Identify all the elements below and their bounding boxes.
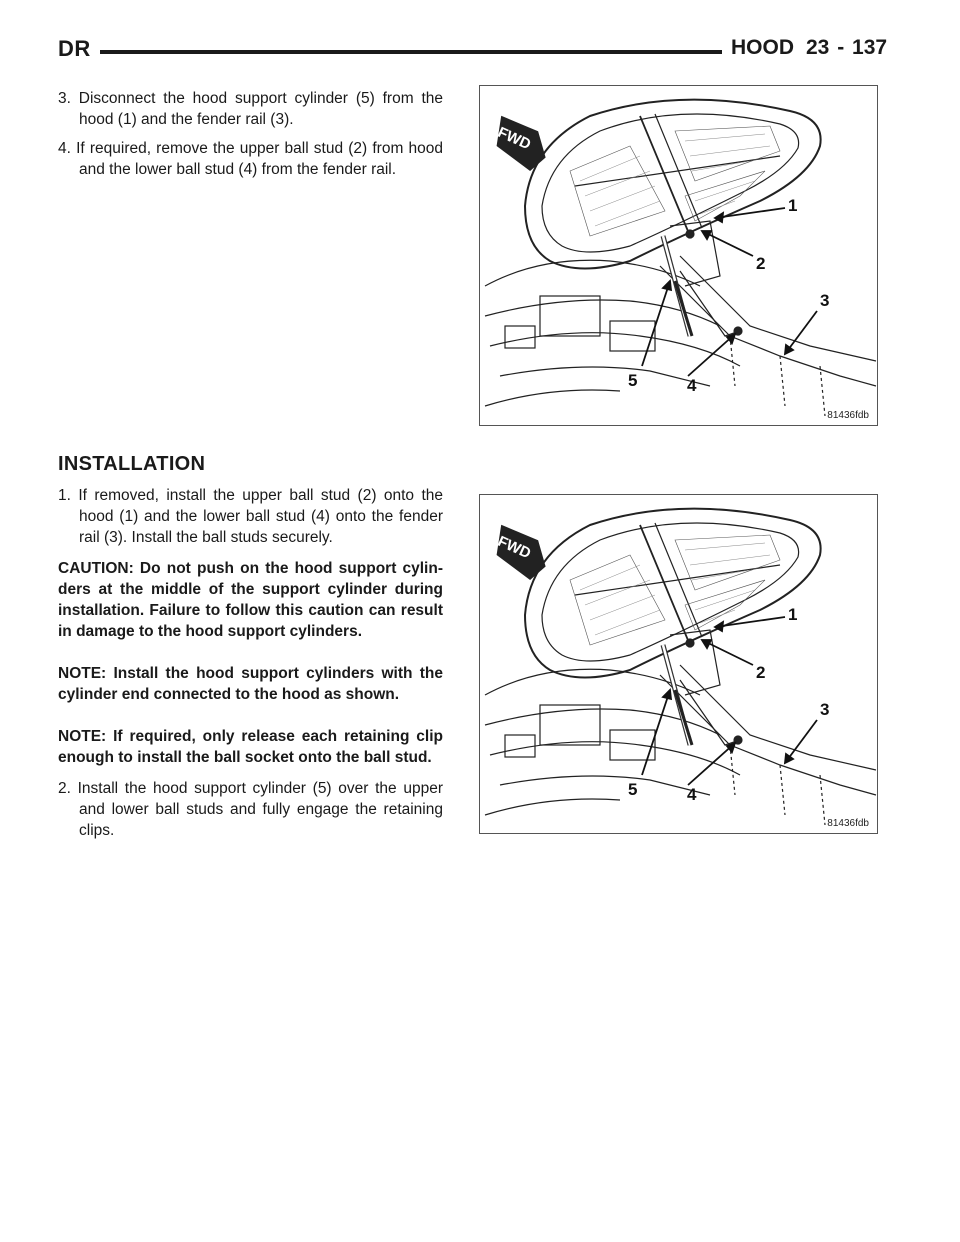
- removal-steps: [58, 88, 443, 180]
- hood-support-cylinder-illustration: [480, 495, 877, 833]
- callout-2: 2: [756, 254, 766, 273]
- callout-4: 4: [687, 785, 697, 804]
- removal-step-3: 3. Disconnect the hood support cylinder (5) from the hood (1) and the fender rail (3).: [58, 90, 443, 128]
- callout-5: 5: [628, 371, 638, 390]
- fwd-arrow-icon: [487, 116, 554, 175]
- figure-removal: [479, 85, 878, 426]
- install-step-2: 2. Install the hood support cylinder (5) over the upper and lower ball studs and fully engage the retaining clips.: [58, 780, 443, 839]
- figure-installation: [479, 494, 878, 834]
- note-retaining-clip: NOTE: If required, only release each retaining clip enough to install the ball socket onto the ball stud.: [58, 728, 443, 766]
- fwd-arrow-icon: [487, 525, 554, 584]
- header-section-title: HOOD: [731, 36, 794, 59]
- callout-3: 3: [820, 700, 830, 719]
- install-step-1: 1. If removed, install the upper ball stud (2) onto the hood (1) and the lower ball stud (4) onto the fender rail (3). Install the ball studs securely.: [58, 487, 443, 546]
- callout-3: 3: [820, 291, 830, 310]
- header-rule: [100, 50, 722, 54]
- installation-text: [58, 485, 443, 841]
- fwd-label: FWD: [495, 532, 534, 563]
- figure-code: 81436fdb: [827, 410, 869, 421]
- callout-4: 4: [687, 376, 697, 395]
- callout-1: 1: [788, 605, 798, 624]
- fwd-label: FWD: [495, 123, 534, 154]
- header-manual-code: DR: [58, 36, 91, 61]
- figure-code: 81436fdb: [827, 818, 869, 829]
- callout-5: 5: [628, 780, 638, 799]
- header-page-number: 23 - 137: [806, 36, 888, 59]
- removal-step-4: 4. If required, remove the upper ball stud (2) from hood and the lower ball stud (4) from the fender rail.: [58, 140, 443, 178]
- callout-2: 2: [756, 663, 766, 682]
- hood-support-cylinder-illustration: [480, 86, 877, 425]
- note-cylinder-end: NOTE: Install the hood support cylinders with the cylinder end connected to the hood as shown.: [58, 665, 443, 703]
- installation-heading: INSTALLATION: [58, 453, 206, 475]
- callout-1: 1: [788, 196, 798, 215]
- caution-text: CAUTION: Do not push on the hood support cylin-ders at the middle of the support cylinder during installation. Failure to follow this caution can result in damage to the hood support cylinders.: [58, 560, 443, 640]
